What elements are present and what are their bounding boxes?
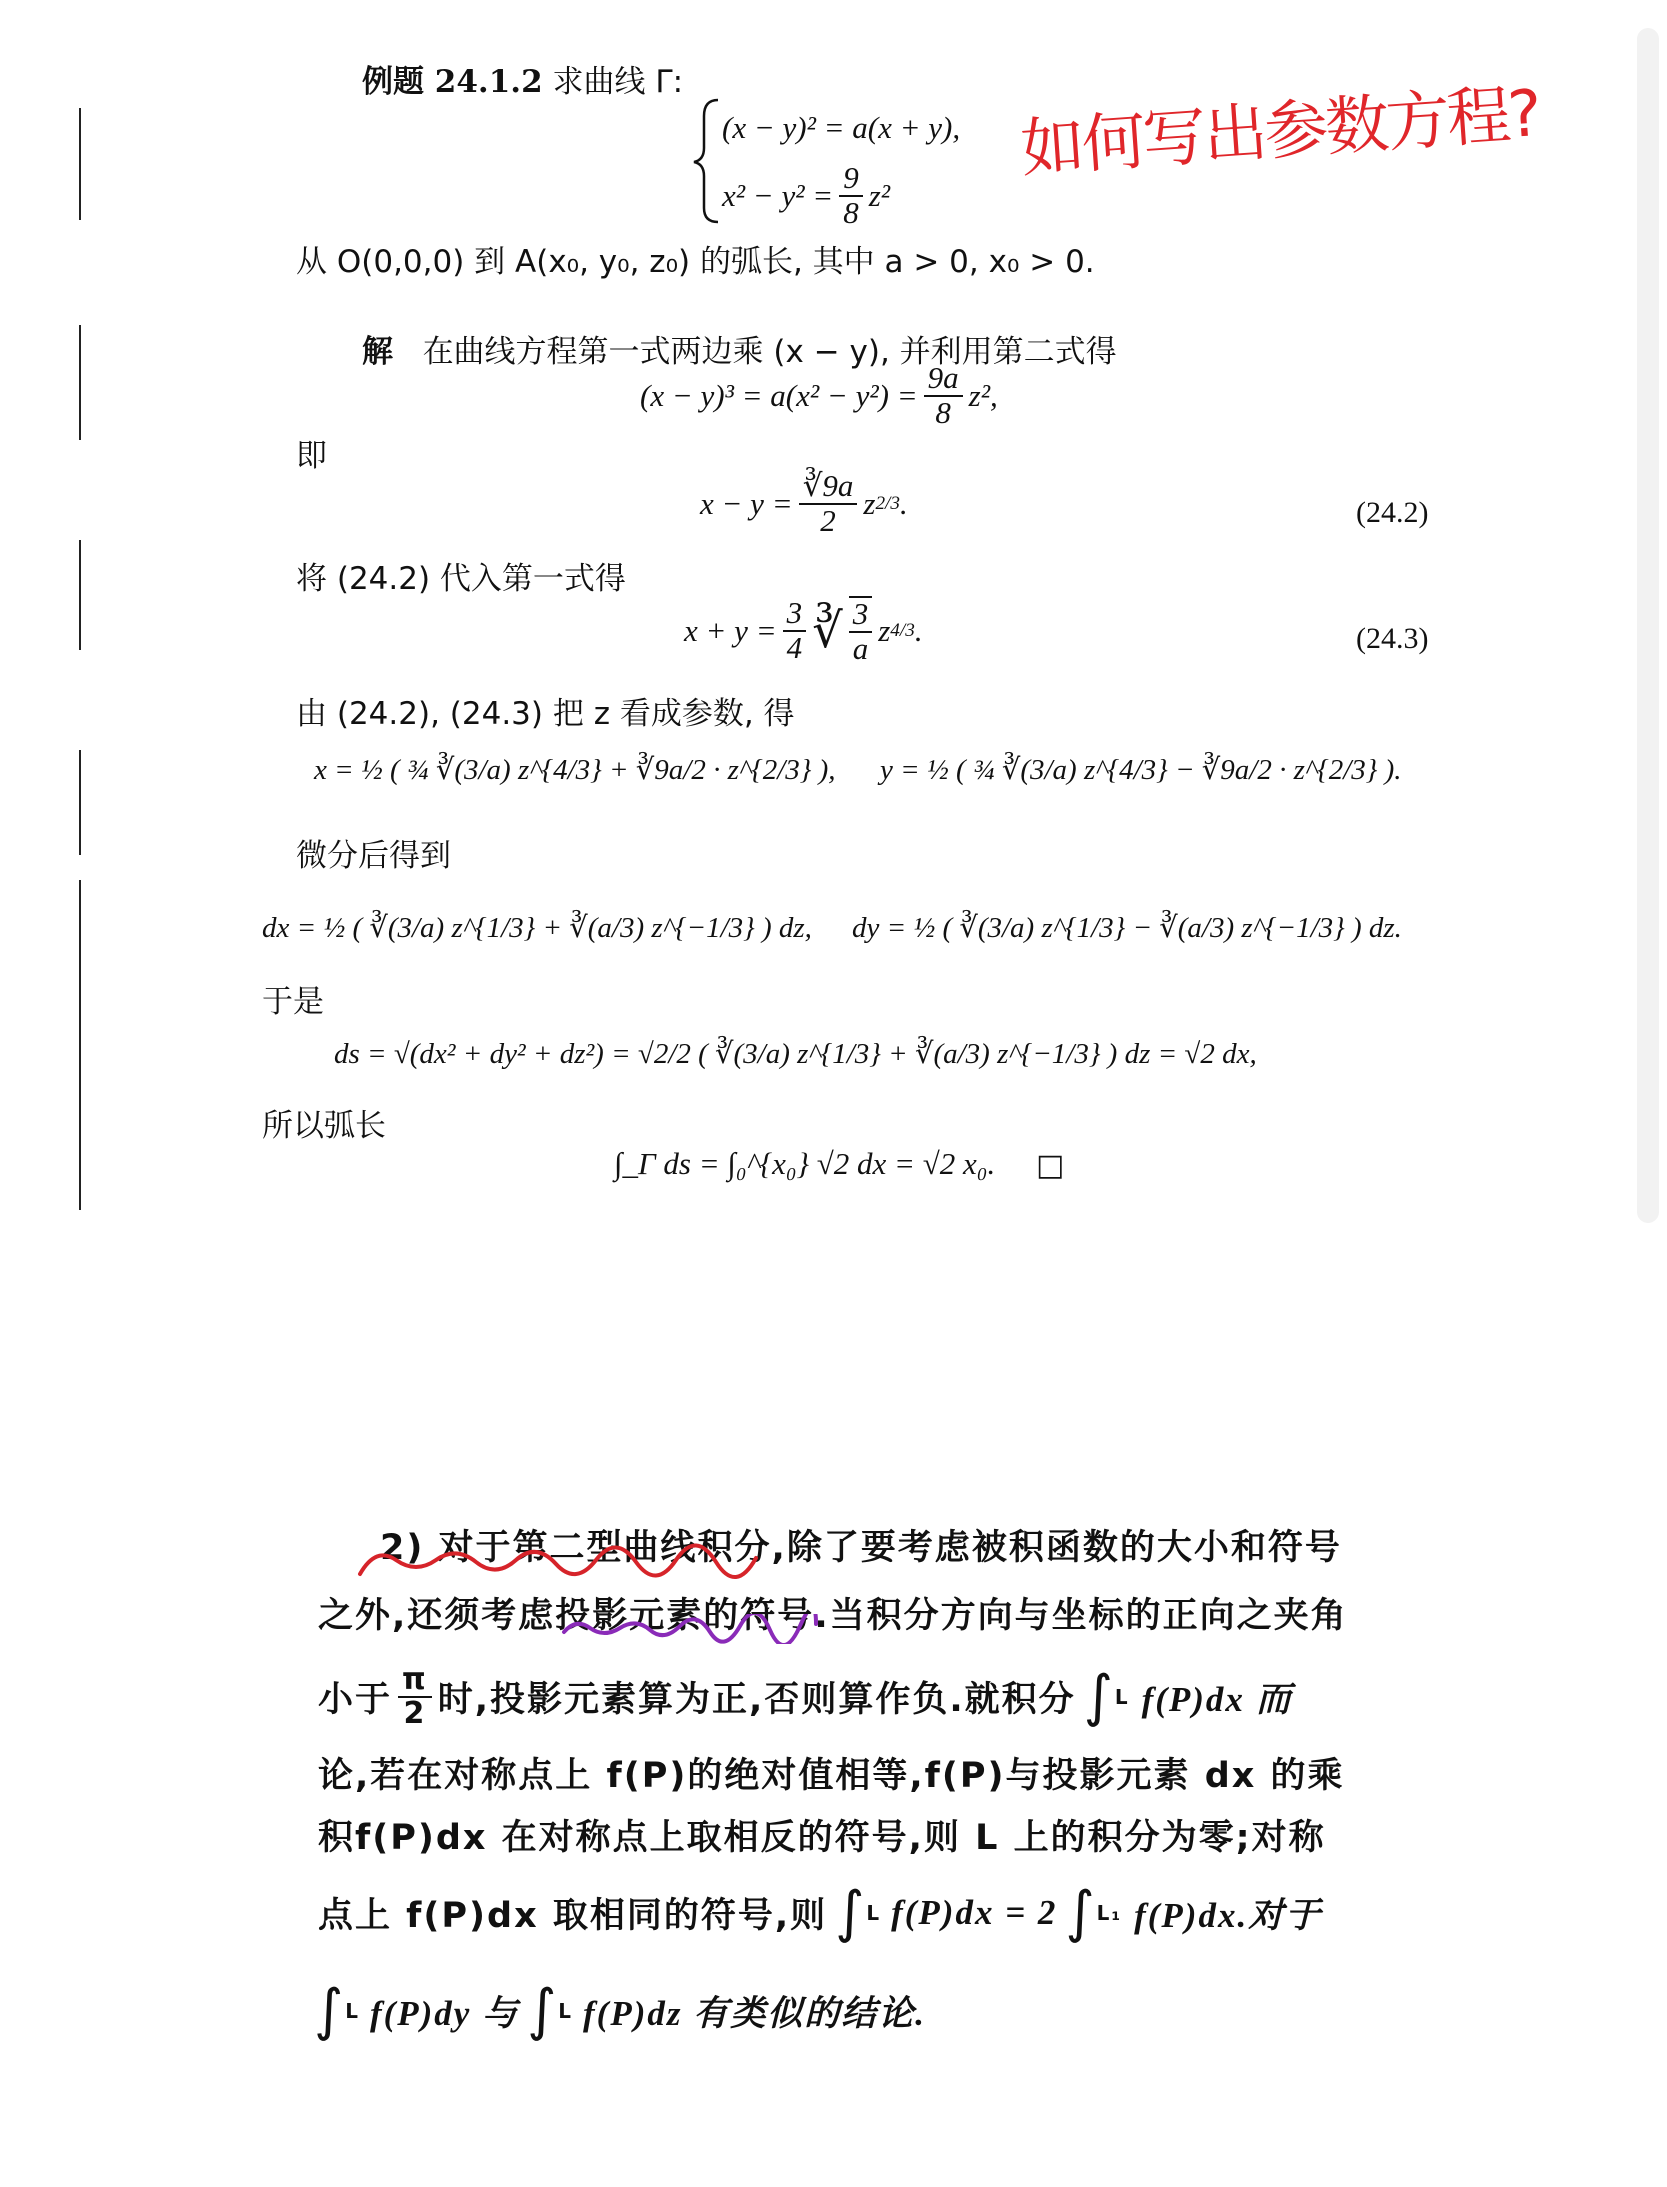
qed-mark: □: [1036, 1148, 1065, 1183]
example-label: 例题 24.1.2: [362, 64, 543, 100]
fraction: [783, 597, 807, 664]
eq-24-3: [684, 596, 923, 665]
x-param-eq: x = ½ ( ¾ ∛(3/a) z^{4/3} + ∛9a/2 · z^{2/3} ),: [314, 754, 836, 786]
p2-line2-b: 投影元素的符号: [555, 1596, 815, 1636]
fraction-num: 9: [839, 162, 863, 197]
integral-sign: ∫: [1083, 1664, 1115, 1729]
integral-sign: ∫: [527, 1978, 559, 2043]
fraction: [849, 596, 873, 665]
arc-line: 所以弧长: [262, 1108, 386, 1144]
eq-cube-right: z²,: [968, 377, 998, 413]
integral-sub: L: [558, 1998, 574, 2023]
p2-line7-b: f(P)dz 有类似的结论.: [583, 1993, 926, 2033]
p2-line6-a: 点上 f(P)dx 取相同的符号,则: [318, 1895, 828, 1936]
eq243-var: z: [878, 612, 891, 648]
eq-cube-left: (x − y)³ = a(x² − y²) =: [640, 377, 918, 413]
from-line: 从 O(0,0,0) 到 A(x₀, y₀, z₀) 的弧长, 其中 a > 0, x₀ > 0.: [296, 244, 1095, 280]
eq-tag-24-3: (24.3): [1356, 622, 1429, 655]
system-eq2: [722, 162, 890, 229]
dy-eq: dy = ½ ( ∛(3/a) z^{1/3} − ∛(a/3) z^{−1/3} ) dz.: [852, 912, 1402, 944]
fraction: [924, 362, 963, 429]
p2-line7: [314, 1978, 926, 2043]
dx-eq: dx = ½ ( ∛(3/a) z^{1/3} + ∛(a/3) z^{−1/3} ) dz,: [262, 912, 812, 944]
substitute-line: 将 (24.2) 代入第一式得: [296, 561, 626, 597]
red-wavy-underline: [356, 1540, 776, 1580]
p2-line2-a: 之外,还须考虑: [318, 1596, 556, 1636]
fraction-den: 2: [403, 1695, 427, 1731]
eq243-dot: .: [914, 612, 923, 648]
purple-wavy-underline: [560, 1614, 820, 1644]
p2-line4: 论,若在对称点上 f(P)的绝对值相等,f(P)与投影元素 dx 的乘: [318, 1756, 1345, 1796]
integral-sub: L: [345, 1998, 360, 2023]
handwritten-annotation: 如何写出参数方程?: [1018, 76, 1542, 187]
p2-line3-a: 小于: [318, 1679, 393, 1720]
fraction-den: 4: [786, 629, 803, 665]
pi-over-two: [398, 1664, 432, 1729]
system-eq2-right: z²: [868, 177, 891, 213]
fraction: [839, 162, 863, 229]
example-intro: 求曲线 Γ:: [552, 64, 684, 100]
eq243-left: x + y =: [684, 612, 777, 648]
integral-sign: ∫: [314, 1978, 346, 2043]
eq-tag-24-2: (24.2): [1356, 496, 1429, 529]
fraction-num: 3: [849, 598, 873, 633]
integral-sign: ∫: [835, 1880, 867, 1945]
fraction-num: 3: [783, 597, 807, 632]
margin-bar: [79, 108, 81, 220]
p2-line3-b: 时,投影元素算为正,否则算作负.就积分: [437, 1679, 1076, 1720]
solution-label: 解: [362, 334, 393, 370]
eq-24-2: [700, 470, 908, 537]
p2-line6-c: f(P)dx.对于: [1134, 1895, 1323, 1935]
eq-cube: [640, 362, 998, 429]
eq242-dot: .: [900, 485, 908, 521]
p2-line3-c: f(P)dx 而: [1141, 1679, 1293, 1719]
margin-bar: [79, 325, 81, 440]
eq242-exp: 2/3: [875, 492, 900, 514]
integral-sub: L: [866, 1900, 882, 1925]
cube-root-sign: ∛: [812, 604, 843, 658]
fraction-den: 2: [820, 502, 836, 538]
margin-bar: [79, 880, 81, 1210]
eq242-var: z: [863, 485, 876, 521]
integral-eq: ∫_Γ ds = ∫₀^{x₀} √2 dx = √2 x₀.: [614, 1146, 996, 1181]
eq242-left: x − y =: [700, 485, 793, 521]
fraction-den: 8: [935, 394, 951, 430]
fraction-num: 9a: [924, 362, 963, 397]
fraction: [799, 470, 858, 537]
system-eq1: (x − y)² = a(x + y),: [722, 110, 961, 145]
fraction-num: π: [398, 1664, 432, 1698]
fraction-den: a: [852, 630, 869, 666]
p2-line2: [318, 1588, 1348, 1638]
system-eq2-left: x² − y² =: [722, 177, 834, 213]
integral-sign: ∫: [1065, 1880, 1097, 1945]
ji-label: 即: [296, 438, 327, 474]
diff-line: 微分后得到: [296, 838, 451, 874]
eq243-exp: 4/3: [890, 619, 915, 641]
p2-line3: [318, 1664, 1293, 1729]
p2-line6: [318, 1880, 1322, 1945]
integral-sub: L₁: [1096, 1900, 1123, 1925]
margin-bar: [79, 540, 81, 650]
fraction-den: 8: [843, 194, 859, 230]
y-param-eq: y = ½ ( ¾ ∛(3/a) z^{4/3} − ∛9a/2 · z^{2/3} ).: [880, 754, 1402, 786]
ds-eq: ds = √(dx² + dy² + dz²) = √2/2 ( ∛(3/a) z^{1/3} + ∛(a/3) z^{−1/3} ) dz = √2 dx,: [334, 1038, 1257, 1070]
p2-line2-c: .当积分方向与坐标的正向之夹角: [814, 1596, 1348, 1636]
solution-text: 在曲线方程第一式两边乘 (x − y), 并利用第二式得: [422, 334, 1117, 370]
p2-line1-b: ,除了要考虑被积函数的大小和符号: [771, 1528, 1342, 1568]
fraction-num: ∛9a: [799, 470, 858, 505]
p2-line5: 积f(P)dx 在对称点上取相反的符号,则 L 上的积分为零;对称: [318, 1818, 1326, 1858]
integral-sub: L: [1114, 1684, 1130, 1709]
param-line: 由 (24.2), (24.3) 把 z 看成参数, 得: [296, 696, 795, 732]
p2-line7-a: f(P)dy 与: [369, 1993, 520, 2033]
example-heading: [362, 56, 683, 101]
scrollbar-track[interactable]: [1637, 28, 1659, 1223]
p2-line1-a: 2) 对于第二型曲线积分: [380, 1528, 772, 1568]
yushi-label: 于是: [262, 984, 324, 1020]
p2-line6-b: f(P)dx = 2: [891, 1892, 1058, 1932]
margin-bar: [79, 750, 81, 855]
